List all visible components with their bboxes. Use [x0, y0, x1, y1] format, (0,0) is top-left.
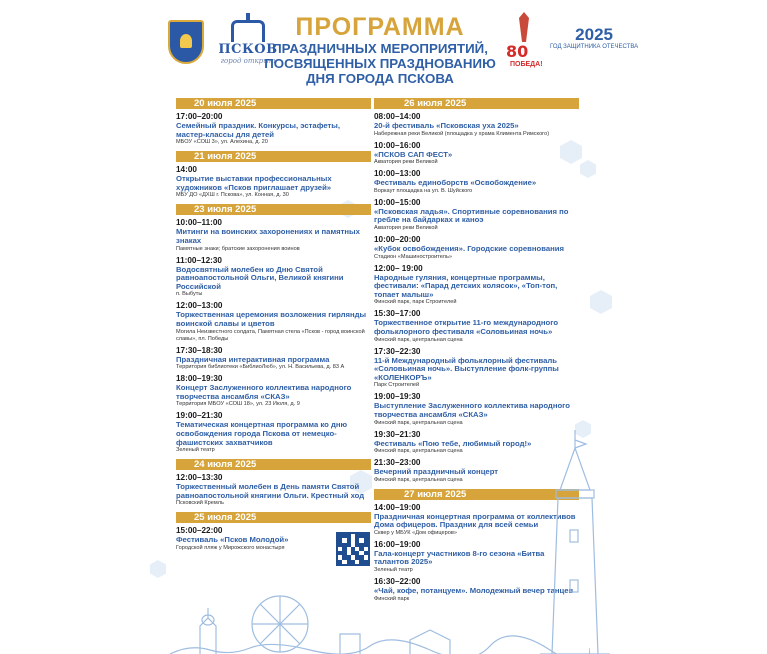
event-item — [374, 347, 579, 390]
event-time: 19:30–21:30 — [374, 429, 421, 439]
event-place: Финский парк, центральная сцена — [374, 448, 463, 455]
day-date-header: 25 июля 2025 — [176, 512, 371, 523]
event-title: Открытие выставки профессиональных художников «Псков приглашает друзей» — [176, 174, 332, 192]
event-place: Финский парк, центральная сцена — [374, 336, 463, 343]
event-place: Зеленый театр — [176, 447, 215, 454]
victory-80-logo-icon — [506, 12, 542, 72]
day-section — [176, 204, 371, 454]
event-title: «ПСКОВ САП ФЕСТ» — [374, 149, 453, 159]
day-section — [374, 98, 579, 484]
event-item — [176, 165, 371, 199]
event-place: Набережная реки Великой (площадка у храма Климента Римского) — [374, 130, 550, 137]
event-place: Акватория реки Великой — [374, 159, 438, 166]
victory-logo-number: 80 — [506, 42, 529, 61]
year-logo-number: 2025 — [575, 25, 613, 44]
event-time: 17:00–20:00 — [176, 112, 223, 121]
event-time: 17:30–22:30 — [374, 346, 421, 356]
event-title: Тематическая концертная программа ко дню освобождения города Пскова от немецко-фашистских захватчиков — [176, 420, 348, 447]
event-title: Водосвятный молебен ко Дню Святой равноапостольной Ольги, Великой княгини Российской — [176, 264, 344, 291]
event-title: Торжественное открытие 11-го международного фольклорного фестиваля «Соловьиная ночь» — [374, 318, 559, 336]
event-time: 19:00–21:30 — [176, 411, 223, 421]
motherland-statue-icon — [519, 12, 529, 42]
schedule-left-column — [176, 98, 371, 557]
event-time: 18:00–19:30 — [176, 374, 223, 384]
event-time: 15:30–17:00 — [374, 309, 421, 319]
event-time: 12:00–13:30 — [176, 473, 223, 483]
event-title: Торжественная церемония возложения гирлянды воинской славы и цветов — [176, 310, 367, 328]
event-time: 14:00–19:00 — [374, 502, 421, 512]
event-time: 15:00–22:00 — [176, 526, 223, 536]
event-item — [176, 346, 371, 372]
event-title: 20-й фестиваль «Псковская уха 2025» — [374, 121, 519, 130]
event-item — [374, 198, 579, 232]
event-title: «Кубок освобождения». Городские соревнования — [374, 243, 564, 253]
event-time: 10:00–16:00 — [374, 140, 421, 150]
year-of-defender-logo-icon — [550, 12, 638, 51]
event-title: Фестиваль «Псков Молодой» — [176, 535, 289, 545]
event-time: 17:30–18:30 — [176, 345, 223, 355]
event-item — [176, 301, 371, 342]
event-item — [374, 112, 579, 138]
pskov-logo-tagline: город открыт — [220, 57, 276, 65]
event-place: Акватория реки Великой — [374, 224, 438, 231]
event-time: 19:00–19:30 — [374, 392, 421, 402]
event-item — [374, 392, 579, 426]
year-logo-caption: ГОД ЗАЩИТНИКА ОТЕЧЕСТВА — [550, 44, 639, 50]
day-date-header: 26 июля 2025 — [374, 98, 579, 109]
event-item — [374, 264, 579, 307]
event-time: 10:00–15:00 — [374, 197, 421, 207]
event-time: 10:00–11:00 — [176, 218, 222, 228]
event-place: Финский парк — [374, 595, 410, 602]
event-item — [374, 169, 579, 195]
event-time: 10:00–13:00 — [374, 169, 421, 179]
event-time: 14:00 — [176, 165, 197, 175]
event-place: Городской пляж у Мирожского монастыря — [176, 544, 285, 551]
hexagon-decoration — [580, 160, 596, 178]
event-time: 10:00–20:00 — [374, 234, 421, 244]
event-title: Вечерний праздничный концерт — [374, 467, 499, 477]
event-item — [176, 112, 371, 146]
event-place: Сквер у МБУК «Дом офицеров» — [374, 529, 457, 536]
page-subtitle-line-2: ПОСВЯЩЕННЫХ ПРАЗДНОВАНИЮ — [264, 56, 496, 71]
event-item — [176, 411, 371, 454]
event-time: 16:30–22:00 — [374, 577, 421, 587]
day-date-header: 20 июля 2025 — [176, 98, 371, 109]
event-place: Территория библиотеки «БиблиоЛюб», ул. Н. Васильева, д. 83 А — [176, 364, 345, 371]
hexagon-decoration — [150, 560, 166, 578]
event-time: 21:30–23:00 — [374, 458, 421, 468]
kremlin-tower-illustration — [540, 430, 610, 654]
event-place: Воркаут площадка на ул. В. Шуйского — [374, 187, 473, 194]
event-place: Псковский Кремль — [176, 500, 224, 507]
event-item — [176, 473, 371, 507]
event-place: Территория МБОУ «СОШ 18», ул. 23 Июля, д. 9 — [176, 401, 300, 408]
event-place: Могила Неизвестного солдата, Памятная стела «Псков - город воинской славы», пл. Победы — [176, 328, 365, 342]
event-time: 12:00–13:00 — [176, 301, 223, 311]
event-title: Митинги на воинских захоронениях и памятных знаках — [176, 227, 360, 245]
event-title: 11-й Международный фольклорный фестиваль «Соловьиная ночь». Выступление фолк-группы «КОЛЕНКОРЪ» — [374, 355, 559, 382]
page-subtitle-line-3: ДНЯ ГОРОДА ПСКОВА — [306, 71, 454, 86]
page-subtitle-line-1: ПРАЗДНИЧНЫХ МЕРОПРИЯТИЙ, — [272, 41, 488, 56]
day-date-header: 24 июля 2025 — [176, 459, 371, 470]
event-place: Финский парк, центральная сцена — [374, 476, 463, 483]
city-skyline-illustration — [170, 590, 590, 654]
event-title: «Чай, кофе, потанцуем». Молодежный вечер танцев — [374, 586, 574, 596]
event-time: 12:00– 19:00 — [374, 263, 423, 273]
event-place: Финский парк, парк Строителей — [374, 299, 457, 306]
event-time: 08:00–14:00 — [374, 112, 421, 121]
event-title: Фестиваль единоборств «Освобождение» — [374, 178, 537, 188]
victory-logo-word: ПОБЕДА! — [510, 61, 543, 68]
event-title: Народные гуляния, концертные программы, фестивали: «Парад детских колясок», «Топ-топ, топает малыш» — [374, 272, 558, 299]
page-title: ПРОГРАММА — [295, 13, 465, 41]
event-place: МБОУ «СОШ 3», ул. Алехина, д. 20 — [176, 139, 268, 146]
event-item — [176, 218, 371, 252]
header-title-block — [260, 14, 500, 86]
event-item — [176, 256, 371, 299]
day-section — [176, 98, 371, 146]
event-time: 11:00–12:30 — [176, 255, 222, 265]
event-place: п. Выбуты — [176, 291, 203, 298]
day-date-header: 27 июля 2025 — [374, 489, 579, 500]
qr-code-icon[interactable] — [336, 532, 370, 566]
event-item — [374, 235, 579, 261]
event-title: Концерт Заслуженного коллектива народного творчества ансамбля «СКАЗ» — [176, 383, 352, 401]
pskov-logo-text: ПСКОВ — [218, 42, 278, 57]
event-place: МБУ ДО «ДХШ г. Пскова», ул. Конная, д. 30 — [176, 192, 289, 199]
event-place: Финский парк, центральная сцена — [374, 419, 463, 426]
event-place: Зеленый театр — [374, 567, 413, 574]
event-title: Семейный праздник. Конкурсы, эстафеты, мастер-классы для детей — [176, 121, 340, 139]
event-place: Стадион «Машиностроитель» — [374, 253, 452, 260]
header-right-logos — [506, 12, 638, 72]
day-date-header: 23 июля 2025 — [176, 204, 371, 215]
day-section — [176, 459, 371, 507]
event-place: Парк Строителей — [374, 382, 420, 389]
event-title: Фестиваль «Пою тебе, любимый город!» — [374, 438, 532, 448]
event-title: Выступление Заслуженного коллектива народного творчества ансамбля «СКАЗ» — [374, 401, 570, 419]
event-item — [374, 141, 579, 167]
event-time: 16:00–19:00 — [374, 539, 421, 549]
event-title: Гала-концерт участников 8-го сезона «Битва талантов 2025» — [374, 548, 545, 567]
day-section — [176, 151, 371, 199]
hexagon-decoration — [590, 290, 612, 314]
pskov-coat-of-arms-icon — [168, 20, 204, 64]
event-place: Памятные знаки; братские захоронения воинов — [176, 245, 300, 252]
day-date-header: 21 июля 2025 — [176, 151, 371, 162]
event-title: Праздничная концертная программа от коллективов Дома офицеров. Праздник для всей семьи — [374, 511, 576, 530]
event-title: «Псковская ладья». Спортивные соревнования по гребле на байдарках и каноэ — [374, 206, 569, 225]
event-title: Праздничная интерактивная программа — [176, 354, 330, 364]
event-item — [176, 374, 371, 408]
event-title: Торжественный молебен в День памяти Святой равноапостольной княгини Ольги. Крестный ход — [176, 482, 365, 500]
event-item — [374, 309, 579, 343]
